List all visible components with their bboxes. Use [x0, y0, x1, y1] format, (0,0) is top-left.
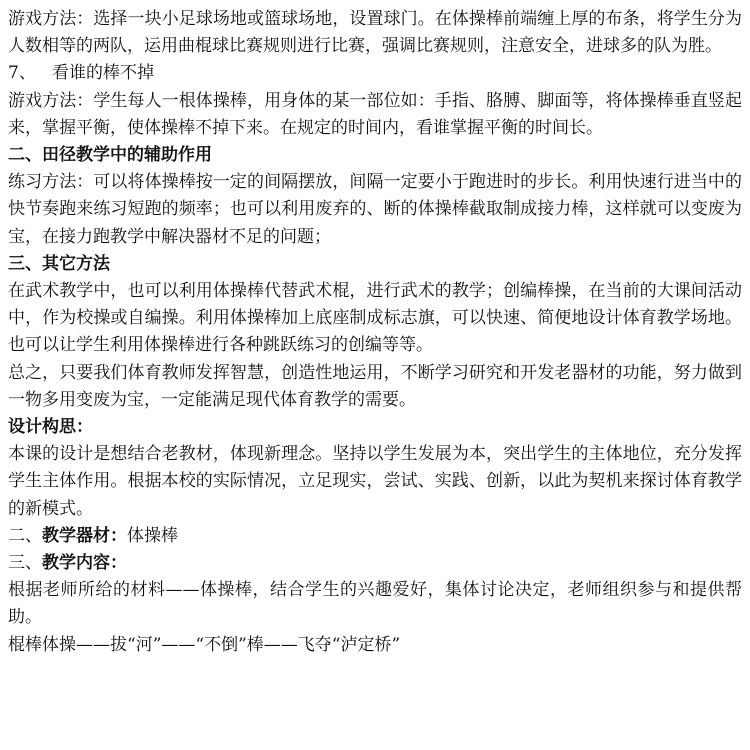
summary-paragraph: 总之，只要我们体育教师发挥智慧，创造性地运用，不断学习研究和开发老器材的功能，努力做到一物多用变废为宝，一定能满足现代体育教学的需要。 — [8, 362, 742, 410]
list-prefix: 二、 — [8, 525, 42, 546]
section-heading: 二、田径教学中的辅助作用 — [8, 145, 212, 166]
section-heading: 三、其它方法 — [8, 253, 110, 274]
activity-sequence-line: 棍棒体操——拔“河”——“不倒”棒——飞夺“泸定桥” — [8, 634, 401, 655]
game-method-paragraph: 游戏方法：学生每人一根体操棒，用身体的某一部位如：手指、胳膊、脚面等，将体操棒垂直竖起来，掌握平衡，使体操棒不掉下来。在规定的时间内，看谁掌握平衡的时间长。 — [8, 90, 742, 138]
design-idea-paragraph: 本课的设计是想结合老教材，体现新理念。坚持以学生发展为本，突出学生的主体地位，充分发挥学生主体作用。根据本校的实际情况，立足现实，尝试、实践、创新，以此为契机来探讨体育教学的新模式。 — [8, 444, 742, 519]
design-idea-heading: 设计构思： — [8, 417, 93, 438]
equipment-value: 体操棒 — [127, 525, 178, 546]
equipment-label: 教学器材： — [42, 525, 127, 546]
game-method-paragraph: 游戏方法：选择一块小足球场地或篮球场地，设置球门。在体操棒前端缠上厚的布条，将学生分为人数相等的两队，运用曲棍球比赛规则进行比赛，强调比赛规则，注意安全，进球多的队为胜。 — [8, 9, 742, 57]
content-label: 教学内容： — [42, 553, 127, 574]
teaching-equipment-line — [8, 523, 742, 550]
content-description-paragraph: 根据老师所给的材料——体操棒，结合学生的兴趣爱好，集体讨论决定，老师组织参与和提供帮助。 — [8, 580, 742, 628]
game-7-heading: 7、 看谁的棒不掉 — [8, 63, 155, 84]
practice-method-paragraph: 练习方法：可以将体操棒按一定的间隔摆放，间隔一定要小于跑进时的步长。利用快速行进当中的快节奏跑来练习短跑的频率；也可以利用废弃的、断的体操棒截取制成接力棒，这样就可以变废为宝，在接力跑教学中解决器材不足的问题； — [8, 172, 742, 247]
teaching-content-line — [8, 550, 742, 577]
list-prefix: 三、 — [8, 553, 42, 574]
other-methods-paragraph: 在武术教学中，也可以利用体操棒代替武术棍，进行武术的教学；创编棒操，在当前的大课间活动中，作为校操或自编操。利用体操棒加上底座制成标志旗，可以快速、简便地设计体育教学场地。也可以让学生利用体操棒进行各种跳跃练习的创编等等。 — [8, 281, 742, 356]
